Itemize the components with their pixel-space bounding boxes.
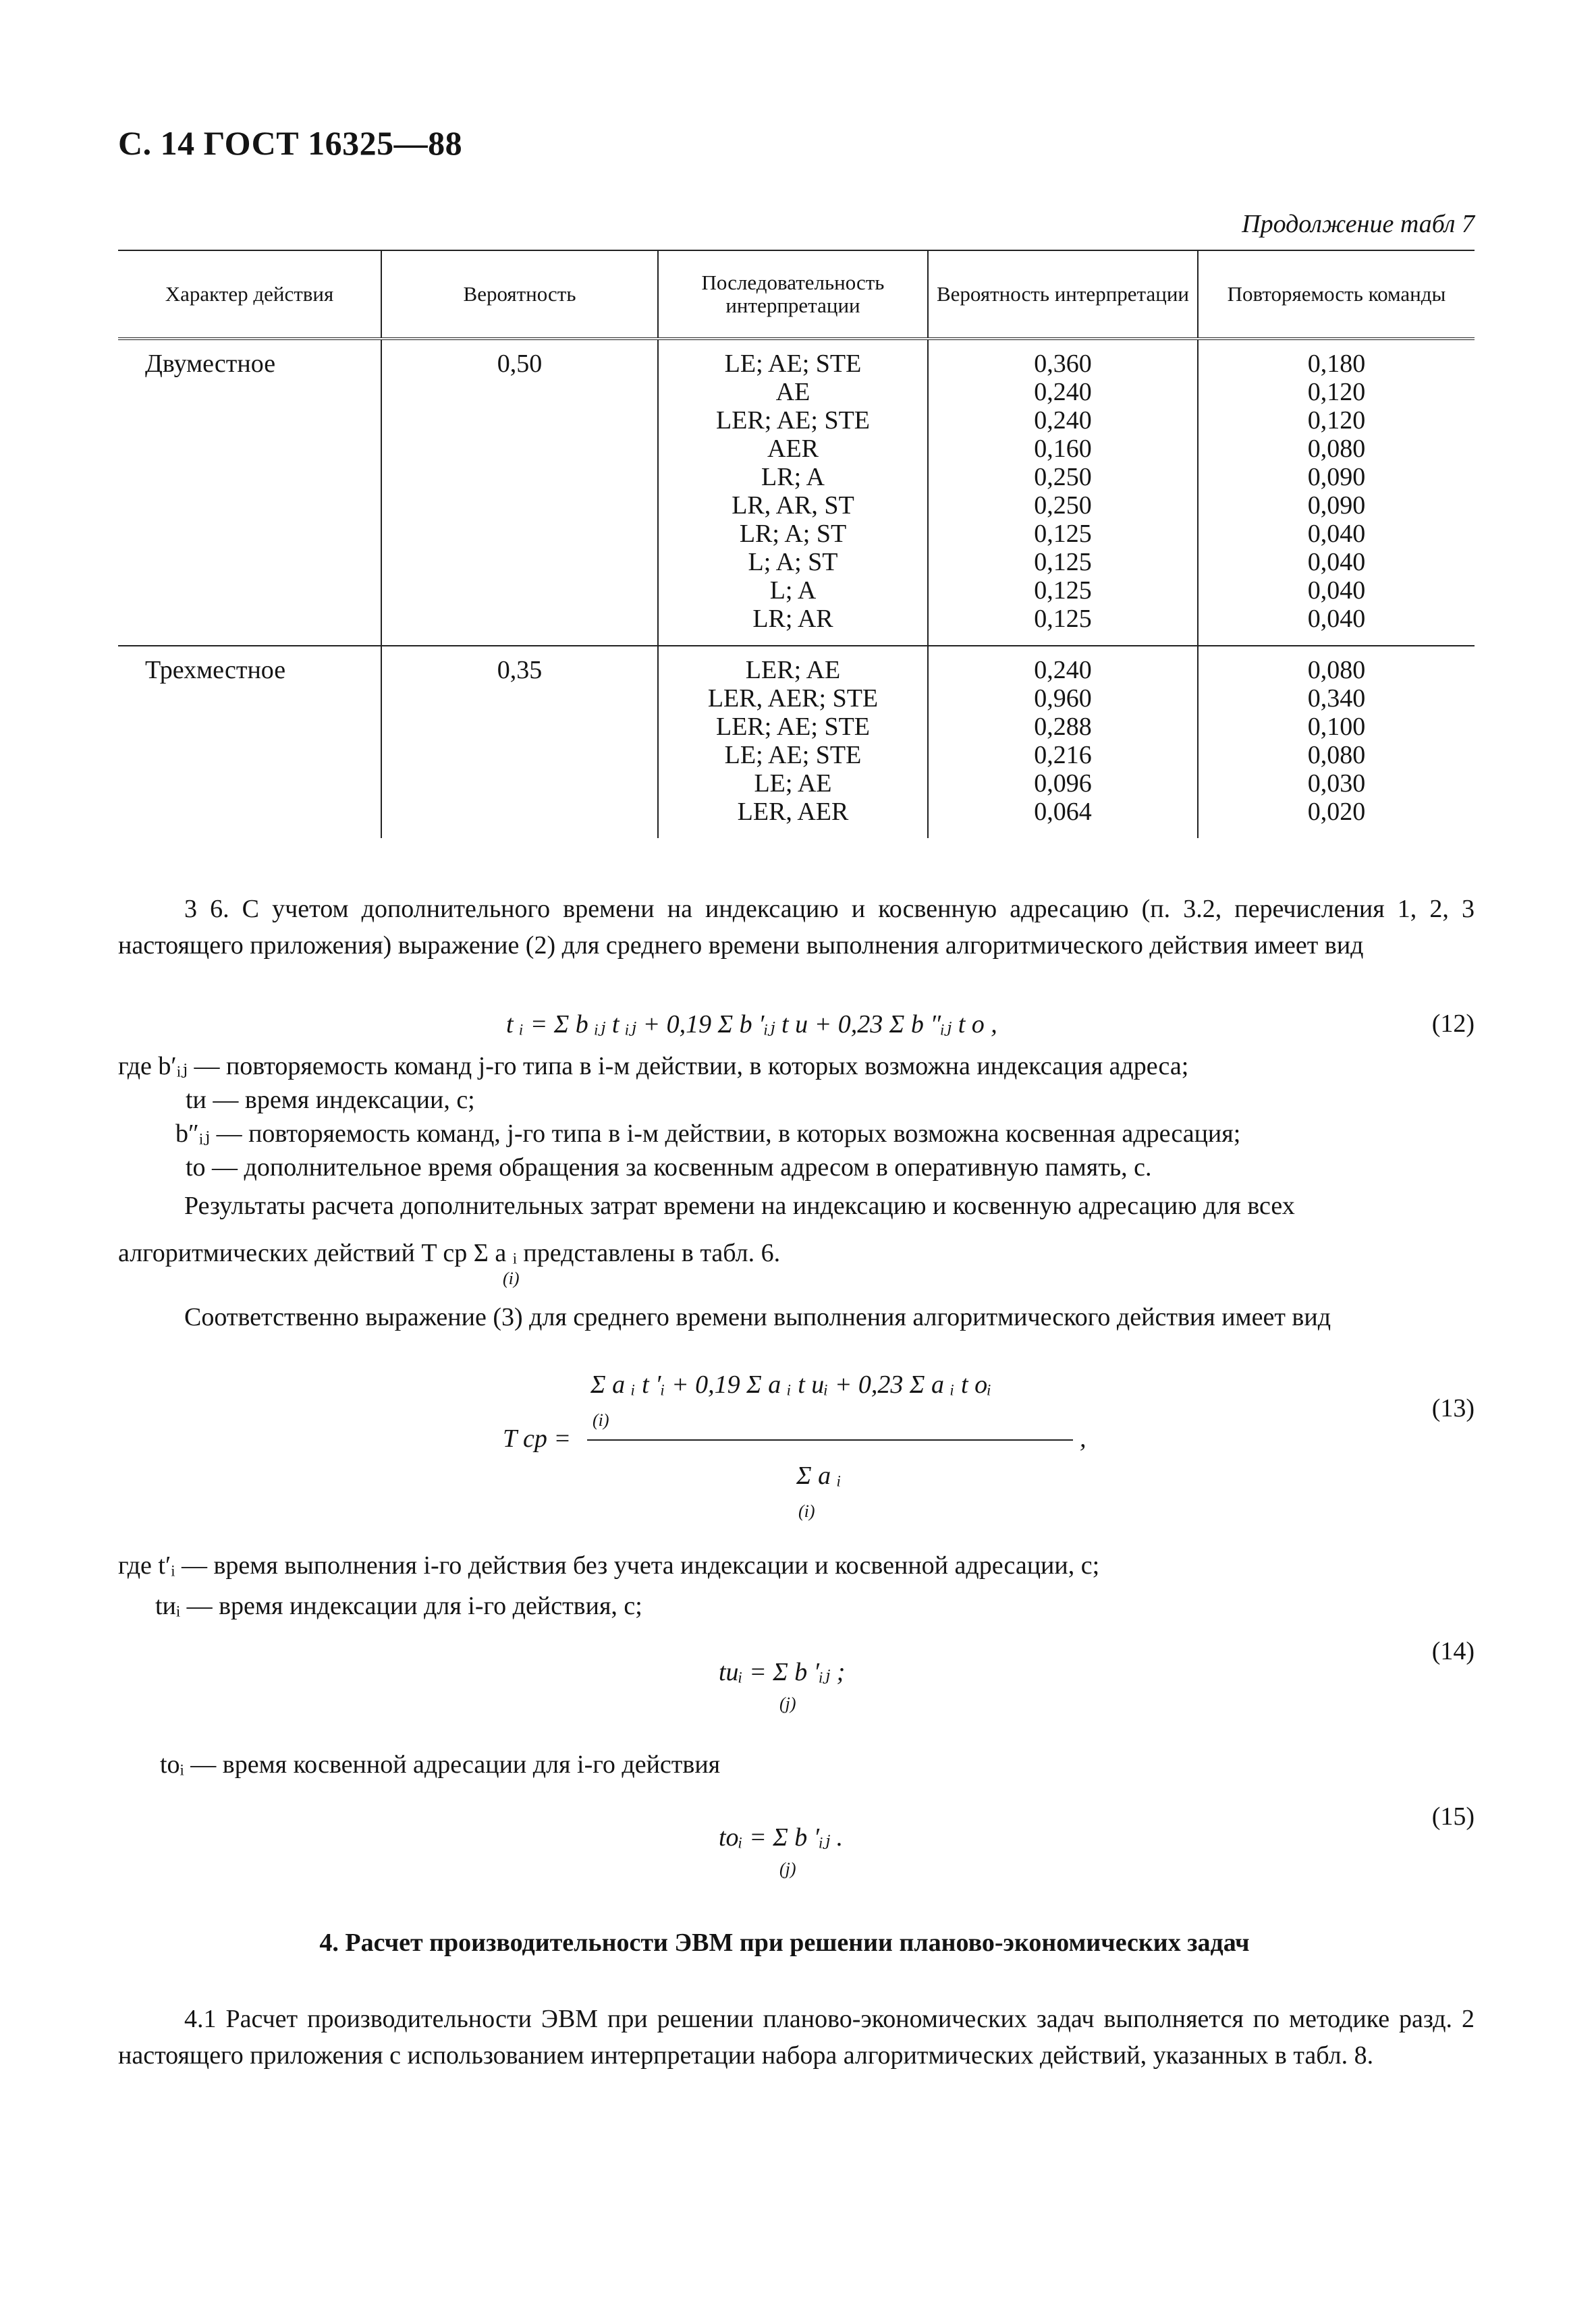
action-name: Трехместное	[145, 656, 286, 684]
definition-line: b″ᵢⱼ — повторяемость команд, j-го типа в i-м действии, в которых возможна косвенная адресация;	[175, 1119, 1241, 1148]
interp-prob-item: 0,125	[1034, 605, 1092, 633]
sequence-item: LE; AE	[754, 769, 832, 798]
formula-13-denominator-index: (i)	[798, 1501, 815, 1521]
interp-prob-item: 0,125	[1034, 520, 1092, 548]
definitions-13	[118, 1549, 1099, 1623]
sequence-item: LR; A; ST	[739, 520, 847, 548]
interp-prob-item: 0,250	[1034, 463, 1092, 491]
repeat-item: 0,080	[1307, 741, 1366, 769]
repeat-item: 0,180	[1307, 350, 1366, 378]
action-name: Двуместное	[118, 339, 381, 646]
fraction-bar	[587, 1439, 1073, 1441]
interp-prob-item: 0,125	[1034, 576, 1092, 605]
sequence-cell	[658, 339, 928, 646]
formula-14: tиᵢ = Σ b ′ᵢⱼ ;	[719, 1658, 846, 1686]
repeat-item: 0,040	[1307, 605, 1366, 633]
sequence-item: L; A	[769, 576, 817, 605]
sequence-item: LER; AE	[745, 656, 841, 684]
sequence-item: LER; AE; STE	[716, 406, 870, 435]
sequence-item: LR; A	[761, 463, 825, 491]
col-header-interp-prob: Вероятность интерпретации	[928, 250, 1198, 339]
formula-13-denominator: Σ a ᵢ	[796, 1462, 842, 1490]
definition-line: где b′ᵢⱼ — повторяемость команд j-го типа в i-м действии, в которых возможна индексация адреса;	[118, 1052, 1189, 1080]
interp-prob-item: 0,125	[1034, 548, 1092, 576]
definition-line: tиᵢ — время индексации для i-го действия, с;	[155, 1592, 642, 1620]
table-group-two-place	[118, 339, 1475, 646]
interp-prob-item: 0,160	[1034, 435, 1092, 463]
col-header-sequence: Последовательность интерпретации	[658, 250, 928, 339]
definition-15: tоᵢ — время косвенной адресации для i-го действия	[160, 1750, 721, 1779]
formula-13-lhs: T ср =	[503, 1424, 571, 1453]
sequence-item: AER	[767, 435, 819, 463]
repeat-item: 0,030	[1307, 769, 1366, 798]
equation-number-12: (12)	[1431, 1009, 1475, 1038]
repeat-item: 0,040	[1307, 548, 1366, 576]
sequence-item: LER, AER	[737, 798, 849, 826]
repeat-cell	[1198, 339, 1475, 646]
section-4-title: 4. Расчет производительности ЭВМ при решении планово-экономических задач	[319, 1929, 1250, 1957]
interp-prob-item: 0,240	[1034, 656, 1092, 684]
table-group-three-place	[118, 646, 1475, 838]
definition-line: tи — время индексации, с;	[186, 1086, 475, 1114]
formula-13-comma: ,	[1080, 1424, 1086, 1453]
sequence-item: AE	[775, 378, 810, 406]
definition-line: где t′ᵢ — время выполнения i-го действия без учета индексации и косвенной адресации, с;	[118, 1551, 1100, 1580]
col-header-probability: Вероятность	[381, 250, 658, 339]
table-header-row	[118, 250, 1475, 339]
paragraph-4-1: 4.1 Расчет производительности ЭВМ при решении планово-экономических задач выполняется по методике разд. 2 настоящего приложения с использованием интерпретации набора алгоритмических действий, указанных в табл. 8.	[118, 2005, 1475, 2070]
equation-number-14: (14)	[1431, 1637, 1475, 1665]
interp-prob-item: 0,960	[1034, 684, 1092, 713]
data-table	[118, 250, 1475, 838]
repeat-cell	[1198, 646, 1475, 838]
repeat-item: 0,100	[1307, 713, 1366, 741]
repeat-item: 0,340	[1307, 684, 1366, 713]
interp-prob-item: 0,064	[1034, 798, 1092, 826]
col-header-repeat: Повторяемость команды	[1198, 250, 1475, 339]
paragraph-results: Результаты расчета дополнительных затрат времени на индексацию и косвенную адресацию для всех	[184, 1192, 1295, 1220]
repeat-item: 0,120	[1307, 406, 1366, 435]
repeat-item: 0,080	[1307, 656, 1366, 684]
interp-prob-cell	[928, 646, 1198, 838]
sequence-item: LER; AE; STE	[716, 713, 870, 741]
repeat-item: 0,090	[1307, 463, 1366, 491]
sequence-item: LR, AR, ST	[732, 491, 854, 520]
interp-prob-item: 0,216	[1034, 741, 1092, 769]
formula-15: tоᵢ = Σ b ′ᵢⱼ .	[719, 1823, 844, 1852]
sequence-item: L; A; ST	[748, 548, 838, 576]
action-probability: 0,35	[381, 646, 658, 838]
sequence-item: LE; AE; STE	[724, 741, 862, 769]
table-continuation-label: Продолжение табл 7	[1242, 210, 1475, 238]
formula-13-numerator-index: (i)	[593, 1410, 609, 1430]
equation-number-13: (13)	[1431, 1394, 1475, 1422]
formula-14-index: (j)	[779, 1694, 796, 1713]
repeat-item: 0,040	[1307, 576, 1366, 605]
sequence-item: LR; AR	[752, 605, 833, 633]
repeat-item: 0,120	[1307, 378, 1366, 406]
action-probability: 0,50	[381, 339, 658, 646]
sequence-item: LE; AE; STE	[724, 350, 862, 378]
interp-prob-cell	[928, 339, 1198, 646]
paragraph-3-6: 3 6. С учетом дополнительного времени на индексацию и косвенную адресацию (п. 3.2, перечисления 1, 2, 3 настоящего приложения) выражение (2) для среднего времени выполнения алгоритмического действия имеет вид	[118, 895, 1475, 960]
formula-13-numerator: Σ a ᵢ t ′ᵢ + 0,19 Σ a ᵢ t иᵢ + 0,23 Σ a ᵢ t оᵢ	[590, 1371, 992, 1399]
paragraph-results-cont: алгоритмических действий T ср Σ a ᵢ представлены в табл. 6.	[118, 1239, 781, 1267]
repeat-item: 0,090	[1307, 491, 1366, 520]
definitions-12	[118, 1049, 1240, 1184]
sequence-cell	[658, 646, 928, 838]
interp-prob-item: 0,288	[1034, 713, 1092, 741]
interp-prob-item: 0,360	[1034, 350, 1092, 378]
paragraph-expression-3: Соответственно выражение (3) для среднего времени выполнения алгоритмического действия имеет вид	[184, 1303, 1331, 1331]
formula-15-index: (j)	[779, 1859, 796, 1879]
col-header-action: Характер действия	[118, 250, 381, 339]
interp-prob-item: 0,250	[1034, 491, 1092, 520]
repeat-item: 0,020	[1307, 798, 1366, 826]
definition-line: tо — дополнительное время обращения за косвенным адресом в оперативную память, с.	[186, 1153, 1152, 1182]
repeat-item: 0,080	[1307, 435, 1366, 463]
equation-number-15: (15)	[1431, 1802, 1475, 1831]
interp-prob-item: 0,240	[1034, 378, 1092, 406]
page-header: С. 14 ГОСТ 16325—88	[118, 124, 463, 162]
formula-12: t ᵢ = Σ b ᵢⱼ t ᵢⱼ + 0,19 Σ b ′ᵢⱼ t и + 0,23 Σ b ″ᵢⱼ t о ,	[506, 1010, 997, 1039]
interp-prob-item: 0,240	[1034, 406, 1092, 435]
repeat-item: 0,040	[1307, 520, 1366, 548]
sum-index-label: (i)	[503, 1269, 520, 1288]
sequence-item: LER, AER; STE	[707, 684, 879, 713]
interp-prob-item: 0,096	[1034, 769, 1092, 798]
